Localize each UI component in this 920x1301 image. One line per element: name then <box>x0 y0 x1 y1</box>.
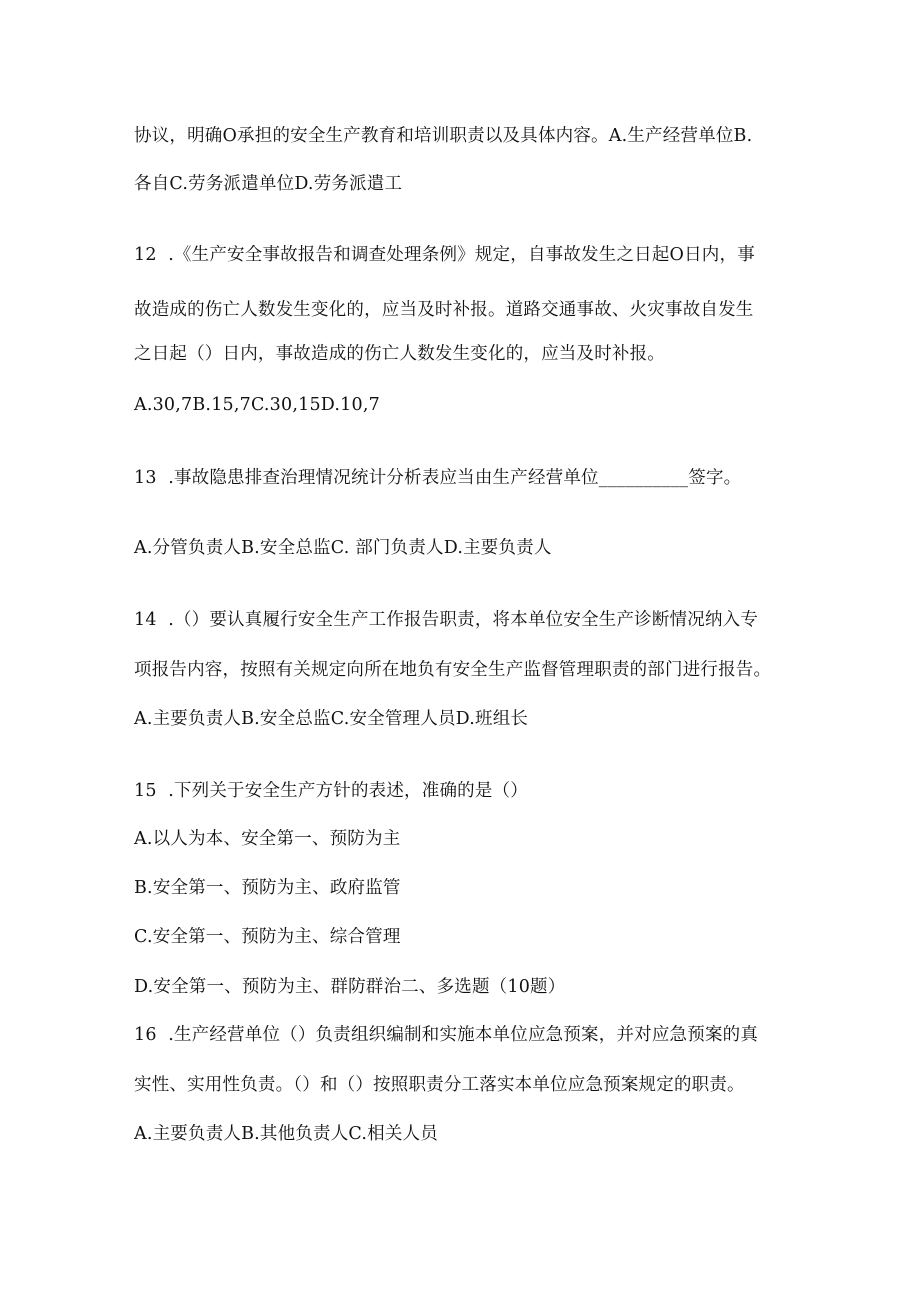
q12-text-line-1: 12 .《生产安全事故报告和调查处理条例》规定，自事故发生之日起O日内，事 <box>134 245 755 265</box>
q16-text-line-1: 16 .生产经营单位（）负责组织编制和实施本单位应急预案，并对应急预案的真 <box>134 1025 759 1045</box>
q16-text-line-2: 实性、实用性负责。（）和（）按照职责分工落实本单位应急预案规定的职责。 <box>134 1075 745 1095</box>
q12-text-line-3: 之日起（）日内，事故造成的伤亡人数发生变化的，应当及时补报。 <box>134 344 665 364</box>
q15-option-a: A.以人为本、安全第一、预防为主 <box>134 829 401 849</box>
q14-text-line-1: 14 .（）要认真履行安全生产工作报告职责，将本单位安全生产诊断情况纳入专 <box>134 610 759 630</box>
q11-text-line-2: 各自C.劳务派遣单位D.劳务派遣工 <box>134 174 403 194</box>
q15-option-c: C.安全第一、预防为主、综合管理 <box>134 927 401 947</box>
q12-options: A.30,7B.15,7C.30,15D.10,7 <box>134 395 380 415</box>
q16-options: A.主要负责人B.其他负责人C.相关人员 <box>134 1124 438 1144</box>
q14-text-line-2: 项报告内容，按照有关规定向所在地负有安全生产监督管理职责的部门进行报告。 <box>134 660 772 680</box>
q14-options: A.主要负责人B.安全总监C.安全管理人员D.班组长 <box>134 709 529 729</box>
q12-text-line-2: 故造成的伤亡人数发生变化的，应当及时补报。道路交通事故、火灾事故自发生 <box>134 300 754 320</box>
q15-option-d-and-section-heading: D.安全第一、预防为主、群防群治二、多选题（10题） <box>134 977 566 997</box>
q15-option-b: B.安全第一、预防为主、政府监管 <box>134 878 401 898</box>
q13-options: A.分管负责人B.安全总监C. 部门负责人D.主要负责人 <box>134 538 552 558</box>
q15-text: 15 .下列关于安全生产方针的表述，准确的是（） <box>134 781 528 801</box>
q11-text-line-1: 协议，明确O承担的安全生产教育和培训职责以及具体内容。A.生产经营单位B. <box>134 126 753 146</box>
q13-text: 13 .事故隐患排查治理情况统计分析表应当由生产经营单位__________签字。 <box>134 468 742 488</box>
